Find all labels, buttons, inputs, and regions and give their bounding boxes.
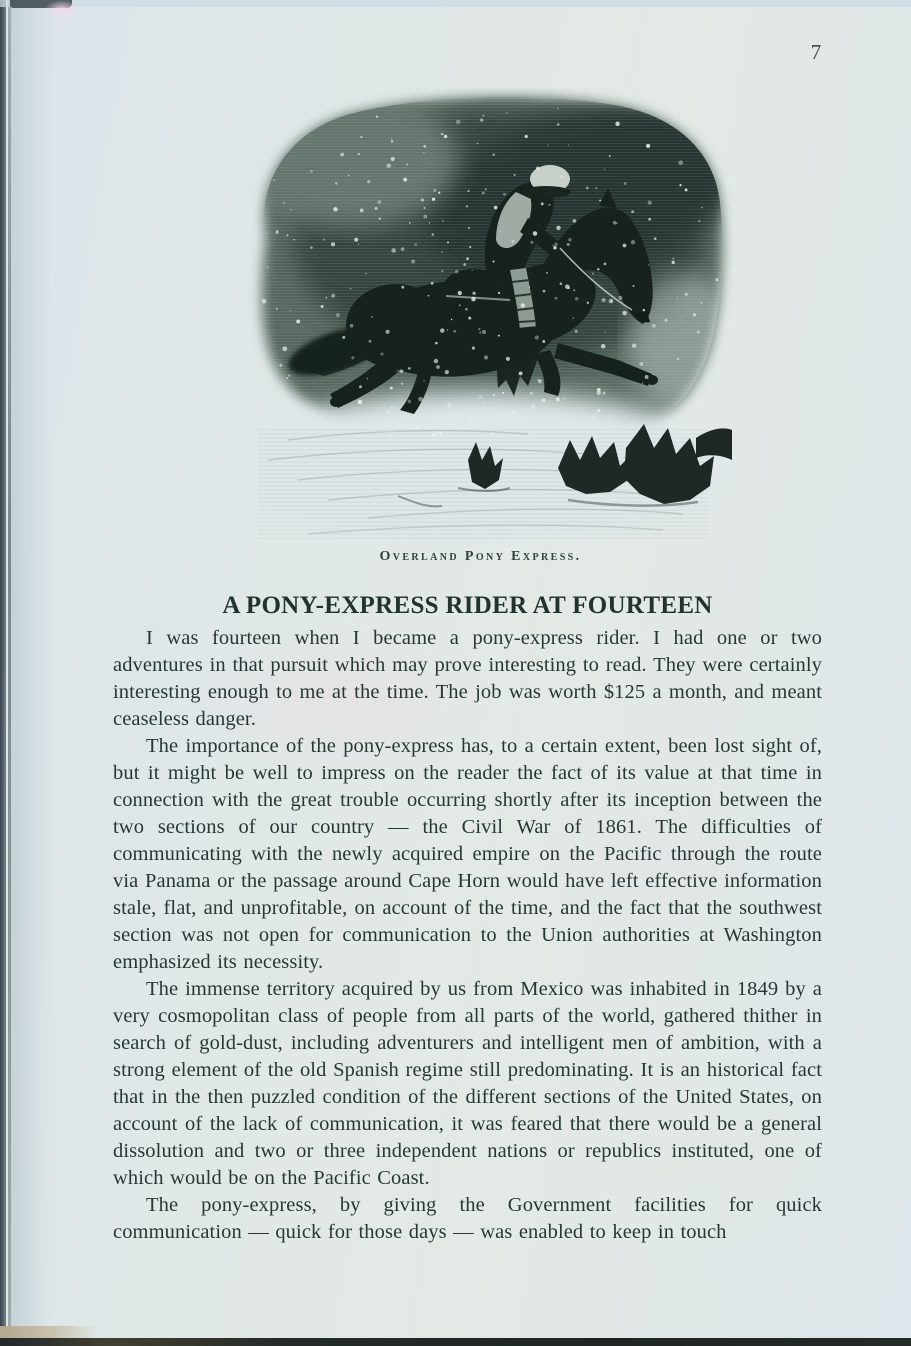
body-paragraph: The immense territory acquired by us from Mexico was inhabited in 1849 by a very cosmopolitan class of people from all parts of the world, gathered thither in search of gold-dust, including adventurers and intelligent men of ambition, with a strong element of the old Spanish regime still predominating. It is an historical fact that in the then puzzled condition of the different sections of the United States, on account of the lack of communication, it was feared that there would be a general dissolution and two or three independent nations or republics instituted, one of which would be on the Pacific Coast. — [113, 978, 822, 1189]
engraving-illustration — [228, 88, 733, 545]
illustration-caption: Overland Pony Express. — [379, 549, 582, 564]
pony-express-engraving — [228, 88, 733, 545]
chapter-heading: A PONY-EXPRESS RIDER AT FOURTEEN — [222, 592, 713, 619]
scan-left-edge — [0, 0, 6, 1346]
scan-color-smudge — [44, 0, 80, 18]
page-edge-line — [8, 0, 11, 1346]
body-paragraph: I was fourteen when I became a pony-express rider. I had one or two adventures in that pursuit which may prove interesting to read. They were certainly interesting enough to me at the time. The job was worth $125 a month, and meant ceaseless danger. — [113, 627, 822, 730]
page-number: 7 — [810, 40, 822, 64]
body-text — [113, 625, 822, 1246]
body-paragraph: The importance of the pony-express has, to a certain extent, been lost sight of, but it might be well to impress on the reader the fact of its value at that time in connection with the great trouble occurring shortly after its inception between the two sections of our country — the Civil War of 1861. The difficulties of communicating with the newly acquired empire on the Pacific through the route via Panama or the passage around Cape Horn would have left effective information stale, flat, and unprofitable, on account of the time, and the fact that the southwest section was not open for communication to the Union authorities at Washington emphasized its necessity. — [113, 735, 822, 973]
page-curve-shading — [11, 0, 53, 1346]
scan-bottom-edge — [0, 1338, 911, 1346]
scan-top-edge — [0, 0, 911, 7]
body-paragraph: The pony-express, by giving the Government facilities for quick communication — quick for those days — was enabled to keep in touch — [113, 1194, 822, 1243]
